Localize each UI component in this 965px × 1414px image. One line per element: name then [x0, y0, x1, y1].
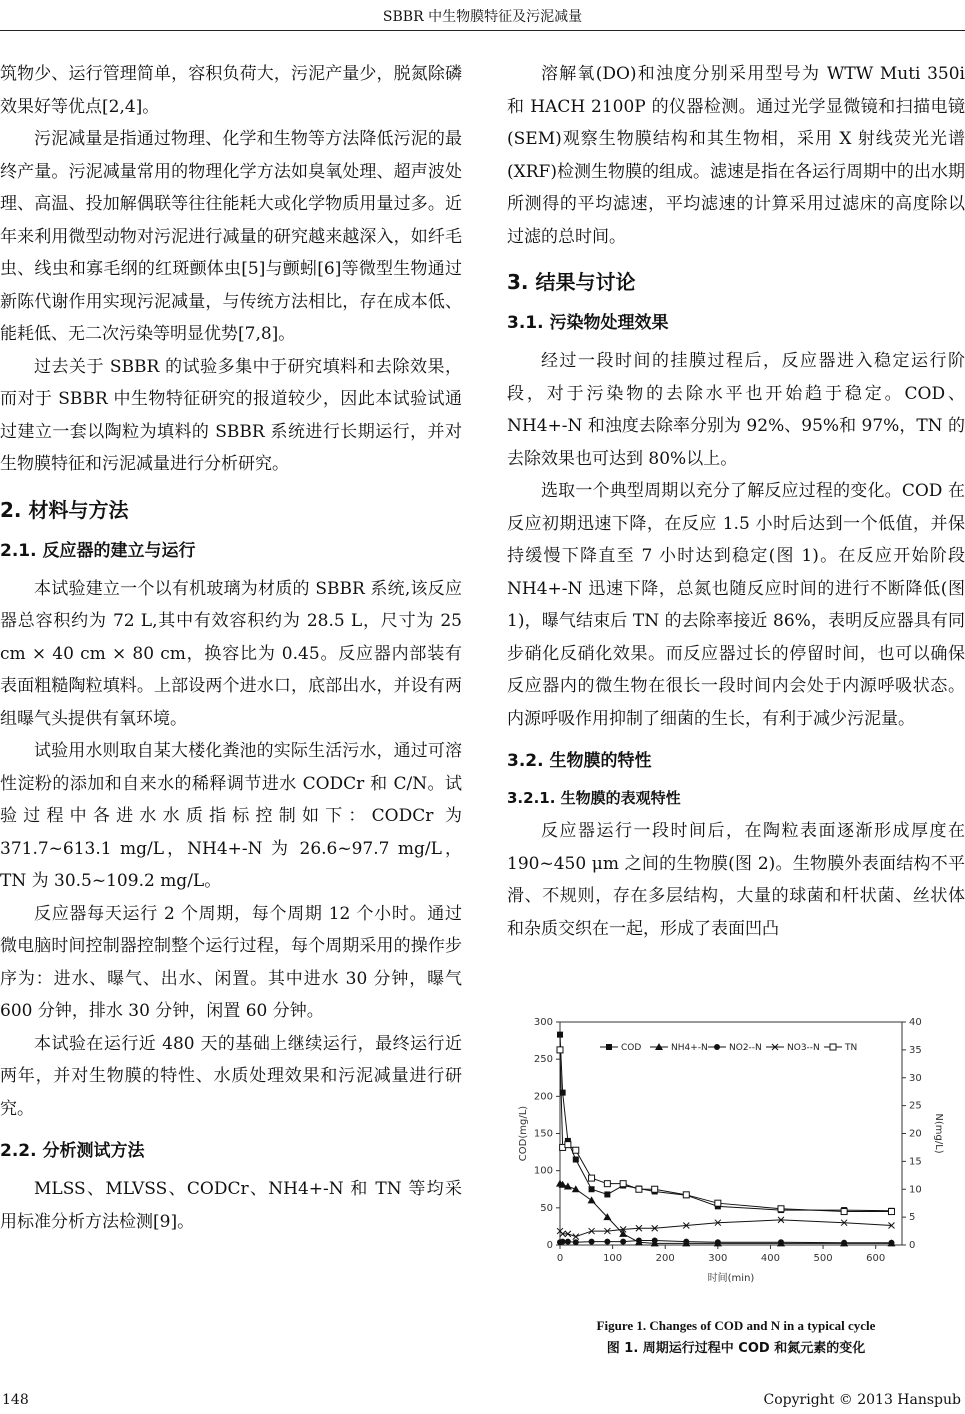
paragraph: 过去关于 SBBR 的试验多集中于研究填料和去除效果，而对于 SBBR 中生物特征研究的报道较少，因此本试验试通过建立一套以陶粒为填料的 SBBR 系统进行长期运行，并对生物膜特征和污泥减量进行分析研究。 [0, 356, 462, 474]
data-point [841, 1240, 847, 1246]
data-point [888, 1240, 894, 1246]
data-point [841, 1209, 847, 1215]
y2-tick-label: 35 [909, 1044, 922, 1056]
data-point [589, 1175, 595, 1181]
data-point [715, 1239, 721, 1245]
figure-caption-en: Figure 1. Changes of COD and N in a typical cycle [596, 1318, 876, 1333]
data-point [778, 1239, 784, 1245]
section-heading: 2. 材料与方法 [0, 497, 129, 522]
data-point [683, 1192, 689, 1198]
data-point [636, 1186, 642, 1192]
legend-label: TN [845, 1043, 858, 1053]
section-heading: 3. 结果与讨论 [507, 270, 636, 294]
header-rule [0, 30, 965, 31]
data-point [652, 1186, 658, 1192]
data-point [715, 1200, 721, 1206]
x-tick-label: 500 [813, 1253, 833, 1264]
data-point [560, 1239, 566, 1245]
y-tick-label: 300 [533, 1017, 553, 1028]
figure-caption-cn: 图 1. 周期运行过程中 COD 和氮元素的变化 [606, 1341, 866, 1356]
paragraph: MLSS、MLVSS、CODCr、NH4+-N 和 TN 等均采用标准分析方法检测[9]。 [0, 1179, 462, 1232]
data-point [560, 1090, 566, 1096]
y-tick-label: 0 [546, 1240, 553, 1251]
data-point [778, 1206, 784, 1212]
paragraph: 选取一个典型周期以充分了解反应过程的变化。COD 在反应初期迅速下降，在反应 1.5 小时后达到一个低值，并保持缓慢下降直至 7 小时达到稳定(图 1)。在反应开始阶段 NH4+-N 迅速下降，总氮也随反应时间的进行不断降低(图 1)，曝气结束后 TN 的去除率接近 86%，表明反应器具有同步硝化反硝化效果。而反应器过长的停留时间，也可以确保反应器内的微生物在很长一段时间内会处于内源呼吸状态。内源呼吸作用抑制了细菌的生长，有利于减少污泥量。 [507, 481, 965, 729]
y-tick-label: 50 [540, 1202, 553, 1214]
data-point [565, 1142, 571, 1148]
data-point [573, 1147, 579, 1153]
paragraph: 反应器每天运行 2 个周期，每个周期 12 个小时。通过微电脑时间控制器控制整个运行过程，每个周期采用的操作步序为：进水、曝气、出水、闲置。其中进水 30 分钟，曝气 600 分钟，排水 30 分钟，闲置 60 分钟。 [0, 903, 462, 1021]
y2-tick-label: 30 [909, 1072, 922, 1084]
legend-label: NO2--N [729, 1043, 762, 1053]
data-point [683, 1239, 689, 1245]
data-point [565, 1239, 571, 1245]
data-point [557, 1047, 563, 1053]
x-tick-label: 400 [760, 1253, 781, 1264]
subsection-heading: 3.1. 污染物处理效果 [507, 313, 669, 333]
x-tick-label: 100 [603, 1253, 623, 1264]
paragraph: 筑物少、运行管理简单，容积负荷大，污泥产量少，脱氮除磷效果好等优点[2,4]。 [0, 64, 462, 117]
y-tick-label: 150 [533, 1128, 553, 1140]
copyright: Copyright © 2013 Hanspub [763, 1392, 961, 1408]
data-point [573, 1157, 579, 1163]
paragraph: 经过一段时间的挂膜过程后，反应器进入稳定运行阶段，对于污染物的去除水平也开始趋于稳定。COD、NH4+-N 和浊度去除率分别为 92%、95%和 97%，TN 的去除效果也可达到 80%以上。 [507, 351, 965, 469]
legend-label: NO3--N [787, 1043, 820, 1053]
x-tick-label: 300 [708, 1253, 728, 1264]
data-point [588, 1196, 596, 1203]
paragraph: 溶解氧(DO)和浊度分别采用型号为 WTW Muti 350i 和 HACH 2100P 的仪器检测。通过光学显微镜和扫描电镜(SEM)观察生物膜结构和其生物相，采用 X 射线荧光光谱(XRF)检测生物膜的组成。滤速是指在各运行周期中的出水期所测得的平均滤速，平均滤速的计算采用过滤床的高度除以过滤的总时间。 [507, 64, 965, 247]
y-tick-label: 100 [533, 1165, 553, 1177]
y2-tick-label: 5 [909, 1212, 916, 1224]
y2-tick-label: 20 [909, 1128, 922, 1140]
data-point [620, 1239, 626, 1245]
data-point [604, 1239, 610, 1245]
x-axis-label: 时间(min) [707, 1273, 755, 1284]
left-column [0, 58, 462, 1238]
y-tick-label: 250 [533, 1054, 553, 1066]
paragraph: 试验用水则取自某大楼化粪池的实际生活污水，通过可溶性淀粉的添加和自来水的稀释调节进水 CODCr 和 C/N。试验过程中各进水水质指标控制如下：CODCr 为 371.7~613.1 mg/L，NH4+-N 为 26.6~97.7 mg/L，TN 为 30.5~109.2 mg/L。 [0, 741, 462, 891]
data-point [652, 1238, 658, 1244]
page-number: 148 [2, 1392, 29, 1408]
x-tick-label: 200 [655, 1253, 675, 1264]
subsection-heading: 2.1. 反应器的建立与运行 [0, 540, 196, 561]
data-point [589, 1186, 595, 1192]
running-header: SBBR 中生物膜特征及污泥减量 [382, 9, 583, 25]
paragraph: 本试验在运行近 480 天的基础上继续运行，最终运行近两年，并对生物膜的特性、水质处理效果和污泥减量进行研究。 [0, 1033, 462, 1119]
data-point [604, 1181, 610, 1187]
y2-tick-label: 0 [909, 1240, 916, 1251]
paragraph: 污泥减量是指通过物理、化学和生物等方法降低污泥的最终产量。污泥减量常用的物理化学方法如臭氧处理、超声波处理、高温、投加解偶联等往往能耗大或化学物质用量过多。近年来利用微型动物对污泥进行减量的研究越来越深入，如纤毛虫、线虫和寡毛纲的红斑颤体虫[5]与颤蚓[6]等微型生物通过新陈代谢作用实现污泥减量，与传统方法相比，存在成本低、能耗低、无二次污染等明显优势[7,8]。 [0, 129, 462, 344]
data-point [604, 1191, 610, 1197]
data-point [888, 1209, 894, 1215]
figure-1-chart [512, 1010, 952, 1300]
y2-axis-label: N(mg/L) [933, 1113, 944, 1154]
right-column [507, 58, 965, 945]
y2-tick-label: 10 [909, 1184, 922, 1196]
data-point [589, 1239, 595, 1245]
legend-label: NH4+-N [671, 1043, 708, 1053]
y2-tick-label: 15 [909, 1156, 922, 1168]
data-point [573, 1239, 579, 1245]
data-point [830, 1044, 836, 1050]
data-point [620, 1181, 626, 1187]
y2-tick-label: 40 [909, 1017, 922, 1028]
paragraph: 本试验建立一个以有机玻璃为材质的 SBBR 系统,该反应器总容积约为 72 L,其中有效容积约为 28.5 L，尺寸为 25 cm × 40 cm × 80 cm，换容比为 0.45。反应器内部装有表面粗糙陶粒填料。上部设两个进水口，底部出水，并设有两组曝气头提供有氧环境。 [0, 578, 462, 729]
y2-tick-label: 25 [909, 1100, 922, 1112]
series-line [560, 1050, 891, 1212]
data-point [714, 1044, 720, 1050]
subsubsection-heading: 3.2.1. 生物膜的表观特性 [507, 789, 681, 807]
y-axis-label: COD(mg/L) [518, 1105, 529, 1162]
subsection-heading: 3.2. 生物膜的特性 [507, 751, 652, 771]
y-tick-label: 200 [533, 1091, 553, 1103]
x-tick-label: 600 [866, 1253, 886, 1264]
data-point [636, 1238, 642, 1244]
x-tick-label: 0 [556, 1253, 564, 1264]
paragraph: 反应器运行一段时间后，在陶粒表面逐渐形成厚度在 190~450 μm 之间的生物膜(图 2)。生物膜外表面结构不平滑、不规则，存在多层结构，大量的球菌和杆状菌、丝状体和杂质交织在一起，形成了表面凹凸 [507, 821, 965, 939]
data-point [557, 1032, 563, 1038]
subsection-heading: 2.2. 分析测试方法 [0, 1141, 145, 1161]
legend-label: COD [621, 1043, 642, 1053]
data-point [606, 1044, 612, 1050]
